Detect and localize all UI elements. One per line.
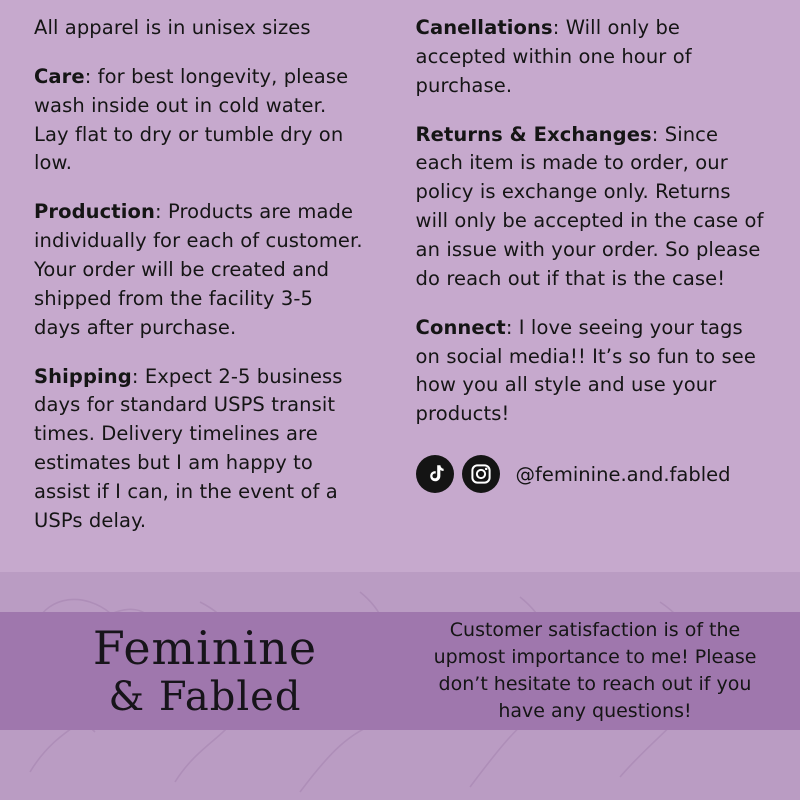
paragraph-lead: Shipping <box>34 364 132 388</box>
paragraph-text: : Expect 2-5 business days for standard USPS transit times. Delivery timelines are estimates but I am happy to assist if I can, in the event of a USPs delay. <box>34 364 343 532</box>
paragraph-text: All apparel is in unisex sizes <box>34 16 311 39</box>
paragraph-returns-exchanges <box>416 121 766 294</box>
paragraph-text: : I love seeing your tags on social media!! It’s so fun to see how you all style and use your products! <box>415 315 756 426</box>
footer-band <box>0 572 800 800</box>
paragraph-lead: Care <box>34 64 85 88</box>
paragraph-production <box>34 198 364 342</box>
paragraph-lead: Connect <box>415 315 506 339</box>
footer-note: Customer satisfaction is of the upmost importance to me! Please don’t hesitate to reach out if you have any questions! <box>433 619 757 722</box>
social-handle: @feminine.and.fabled <box>515 462 731 486</box>
right-column <box>390 14 766 572</box>
paragraph-text: : for best longevity, please wash inside out in cold water. Lay flat to dry or tumble dry on low. <box>34 64 349 175</box>
left-column <box>34 14 390 572</box>
social-row <box>416 455 766 493</box>
paragraph-lead: Canellations <box>415 16 553 39</box>
instagram-icon[interactable] <box>462 455 500 493</box>
paragraph-shipping <box>34 363 364 536</box>
paragraph-text: : Since each item is made to order, our policy is exchange only. Returns will only be accepted in the case of an issue with your order. So please do reach out if that is the case! <box>415 122 764 290</box>
paragraph-care <box>34 63 364 178</box>
paragraph-text: : Will only be accepted within one hour of purchase. <box>415 16 692 97</box>
footer-inner-bar <box>0 612 800 730</box>
brand-line-2: & Fabled <box>108 674 302 720</box>
paragraph-lead: Returns & Exchanges <box>415 122 652 146</box>
brand-line-1: Feminine <box>92 621 318 675</box>
paragraph-lead: Production <box>34 200 155 224</box>
paragraph-text: : Products are made individually for each of customer. Your order will be created and shipped from the facility 3-5 days after purchase. <box>34 200 363 339</box>
tiktok-icon[interactable] <box>416 455 454 493</box>
brand-logo <box>0 621 400 720</box>
paragraph-connect <box>416 314 766 429</box>
paragraph-cancellations <box>416 14 766 101</box>
paragraph-sizes <box>34 14 364 43</box>
